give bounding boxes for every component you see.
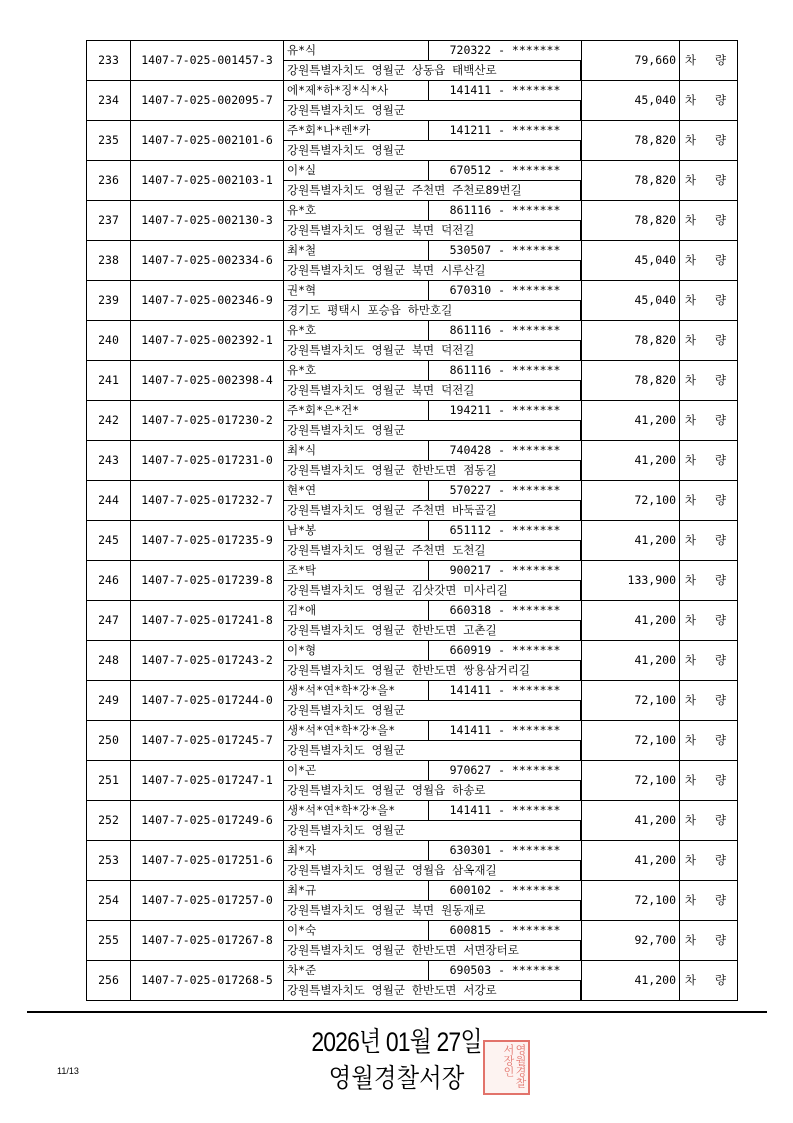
- owner-address: 강원특별자치도 영월군 주천면 바둑골길: [284, 501, 581, 520]
- row-number: 246: [87, 561, 131, 601]
- table-row: [87, 281, 738, 321]
- table-row: [87, 681, 738, 721]
- registration-number: 1407-7-025-017257-0: [131, 881, 284, 921]
- asset-type: 차 량: [680, 841, 738, 881]
- issue-date: 2026년 01월 27일: [311, 1027, 482, 1057]
- amount: 41,200: [582, 521, 680, 561]
- asset-type: 차 량: [680, 601, 738, 641]
- owner-birth-id: 660318 - *******: [449, 603, 561, 617]
- owner-line: [284, 681, 581, 701]
- owner-line: [284, 641, 581, 661]
- row-number: 242: [87, 401, 131, 441]
- owner-info-cell: [284, 41, 582, 81]
- owner-name: 생*석*연*학*강*을*: [284, 721, 429, 740]
- owner-info-cell: [284, 641, 582, 681]
- owner-info-cell: [284, 721, 582, 761]
- owner-address: 강원특별자치도 영월군 상동읍 태백산로: [284, 61, 581, 80]
- owner-name: 권*혁: [284, 281, 429, 300]
- owner-line: [284, 921, 581, 941]
- registration-number: 1407-7-025-017247-1: [131, 761, 284, 801]
- amount: 41,200: [582, 841, 680, 881]
- registration-number: 1407-7-025-017249-6: [131, 801, 284, 841]
- owner-name: 차*준: [284, 961, 429, 980]
- owner-line: [284, 481, 581, 501]
- owner-address: 강원특별자치도 영월군 한반도면 서강로: [284, 981, 581, 1000]
- table-row: [87, 601, 738, 641]
- table-row: [87, 841, 738, 881]
- owner-address: 강원특별자치도 영월군 북면 덕전길: [284, 221, 581, 240]
- asset-type: 차 량: [680, 241, 738, 281]
- row-number: 247: [87, 601, 131, 641]
- owner-address: 경기도 평택시 포승읍 하만호길: [284, 301, 581, 320]
- asset-type: 차 량: [680, 641, 738, 681]
- owner-info-cell: [284, 561, 582, 601]
- owner-line: [284, 281, 581, 301]
- registration-number: 1407-7-025-002095-7: [131, 81, 284, 121]
- owner-name: 주*회*은*건*: [284, 401, 429, 420]
- owner-address: 강원특별자치도 영월군: [284, 421, 581, 440]
- table-row: [87, 561, 738, 601]
- asset-type: 차 량: [680, 321, 738, 361]
- amount: 45,040: [582, 81, 680, 121]
- registration-number: 1407-7-025-002398-4: [131, 361, 284, 401]
- owner-address: 강원특별자치도 영월군 북면 덕전길: [284, 341, 581, 360]
- registration-number: 1407-7-025-017268-5: [131, 961, 284, 1001]
- row-number: 236: [87, 161, 131, 201]
- owner-name: 이*형: [284, 641, 429, 660]
- owner-birth-id: 194211 - *******: [449, 403, 561, 417]
- asset-type: 차 량: [680, 681, 738, 721]
- row-number: 252: [87, 801, 131, 841]
- asset-type: 차 량: [680, 401, 738, 441]
- amount: 45,040: [582, 241, 680, 281]
- owner-birth-id: 690503 - *******: [449, 963, 561, 977]
- owner-line: [284, 161, 581, 181]
- owner-info-cell: [284, 81, 582, 121]
- row-number: 244: [87, 481, 131, 521]
- owner-info-cell: [284, 881, 582, 921]
- owner-address: 강원특별자치도 영월군 주천면 주천로89번길: [284, 181, 581, 200]
- asset-type: 차 량: [680, 761, 738, 801]
- owner-birth-id: 670512 - *******: [449, 163, 561, 177]
- page-number: 11/13: [57, 1066, 79, 1076]
- asset-type: 차 량: [680, 921, 738, 961]
- table-row: [87, 961, 738, 1001]
- owner-line: [284, 241, 581, 261]
- owner-line: [284, 721, 581, 741]
- owner-info-cell: [284, 441, 582, 481]
- owner-birth-id: 630301 - *******: [449, 843, 561, 857]
- owner-line: [284, 961, 581, 981]
- owner-address: 강원특별자치도 영월군 영월읍 하송로: [284, 781, 581, 800]
- issuer-name: 영월경찰서장: [328, 1064, 465, 1094]
- table-row: [87, 161, 738, 201]
- table-row: [87, 361, 738, 401]
- registration-number: 1407-7-025-017244-0: [131, 681, 284, 721]
- amount: 78,820: [582, 361, 680, 401]
- asset-type: 차 량: [680, 81, 738, 121]
- owner-line: [284, 401, 581, 421]
- owner-address: 강원특별자치도 영월군 한반도면 점동길: [284, 461, 581, 480]
- row-number: 256: [87, 961, 131, 1001]
- owner-birth-id: 530507 - *******: [449, 243, 561, 257]
- owner-line: [284, 441, 581, 461]
- owner-address: 강원특별자치도 영월군: [284, 141, 581, 160]
- owner-line: [284, 41, 581, 61]
- owner-name: 최*식: [284, 441, 429, 460]
- table-row: [87, 41, 738, 81]
- amount: 133,900: [582, 561, 680, 601]
- registration-number: 1407-7-025-002346-9: [131, 281, 284, 321]
- owner-address: 강원특별자치도 영월군 북면 시루산길: [284, 261, 581, 280]
- asset-type: 차 량: [680, 521, 738, 561]
- owner-name: 생*석*연*학*강*을*: [284, 681, 429, 700]
- owner-address: 강원특별자치도 영월군 북면 원동재로: [284, 901, 581, 920]
- owner-line: [284, 321, 581, 341]
- row-number: 235: [87, 121, 131, 161]
- owner-birth-id: 970627 - *******: [449, 763, 561, 777]
- owner-address: 강원특별자치도 영월군: [284, 101, 581, 120]
- registration-number: 1407-7-025-017251-6: [131, 841, 284, 881]
- table-row: [87, 321, 738, 361]
- owner-info-cell: [284, 481, 582, 521]
- owner-name: 이*곤: [284, 761, 429, 780]
- asset-type: 차 량: [680, 441, 738, 481]
- row-number: 249: [87, 681, 131, 721]
- owner-line: [284, 801, 581, 821]
- row-number: 250: [87, 721, 131, 761]
- owner-info-cell: [284, 841, 582, 881]
- registration-number: 1407-7-025-017243-2: [131, 641, 284, 681]
- row-number: 237: [87, 201, 131, 241]
- owner-name: 이*숙: [284, 921, 429, 940]
- owner-name: 최*자: [284, 841, 429, 860]
- amount: 72,100: [582, 721, 680, 761]
- registration-number: 1407-7-025-017241-8: [131, 601, 284, 641]
- owner-name: 최*철: [284, 241, 429, 260]
- owner-birth-id: 670310 - *******: [449, 283, 561, 297]
- amount: 41,200: [582, 961, 680, 1001]
- registration-number: 1407-7-025-002101-6: [131, 121, 284, 161]
- asset-type: 차 량: [680, 881, 738, 921]
- owner-name: 에*제*하*징*식*사: [284, 81, 429, 100]
- owner-address: 강원특별자치도 영월군 주천면 도천길: [284, 541, 581, 560]
- owner-line: [284, 361, 581, 381]
- owner-line: [284, 761, 581, 781]
- owner-info-cell: [284, 281, 582, 321]
- owner-birth-id: 141211 - *******: [449, 123, 561, 137]
- asset-type: 차 량: [680, 41, 738, 81]
- registration-number: 1407-7-025-017267-8: [131, 921, 284, 961]
- registration-number: 1407-7-025-017231-0: [131, 441, 284, 481]
- amount: 45,040: [582, 281, 680, 321]
- owner-birth-id: 861116 - *******: [449, 323, 561, 337]
- registration-number: 1407-7-025-002392-1: [131, 321, 284, 361]
- owner-name: 주*회*나*렌*카: [284, 121, 429, 140]
- owner-address: 강원특별자치도 영월군 한반도면 쌍용삼거리길: [284, 661, 581, 680]
- owner-address: 강원특별자치도 영월군 한반도면 고촌길: [284, 621, 581, 640]
- owner-birth-id: 651112 - *******: [449, 523, 561, 537]
- owner-info-cell: [284, 921, 582, 961]
- asset-type: 차 량: [680, 721, 738, 761]
- asset-type: 차 량: [680, 281, 738, 321]
- owner-name: 생*석*연*학*강*을*: [284, 801, 429, 820]
- amount: 41,200: [582, 401, 680, 441]
- amount: 72,100: [582, 681, 680, 721]
- owner-address: 강원특별자치도 영월군 김삿갓면 미사리길: [284, 581, 581, 600]
- owner-info-cell: [284, 961, 582, 1001]
- official-seal-stamp-icon: 영월경찰서장인: [483, 1040, 530, 1095]
- owner-info-cell: [284, 161, 582, 201]
- amount: 78,820: [582, 201, 680, 241]
- owner-info-cell: [284, 361, 582, 401]
- row-number: 234: [87, 81, 131, 121]
- owner-info-cell: [284, 761, 582, 801]
- row-number: 233: [87, 41, 131, 81]
- amount: 41,200: [582, 641, 680, 681]
- row-number: 238: [87, 241, 131, 281]
- table-row: [87, 81, 738, 121]
- owner-birth-id: 141411 - *******: [449, 723, 561, 737]
- owner-line: [284, 521, 581, 541]
- row-number: 241: [87, 361, 131, 401]
- owner-line: [284, 881, 581, 901]
- owner-birth-id: 141411 - *******: [449, 83, 561, 97]
- row-number: 255: [87, 921, 131, 961]
- owner-info-cell: [284, 401, 582, 441]
- registration-number: 1407-7-025-001457-3: [131, 41, 284, 81]
- registration-number: 1407-7-025-017230-2: [131, 401, 284, 441]
- owner-birth-id: 740428 - *******: [449, 443, 561, 457]
- asset-type: 차 량: [680, 961, 738, 1001]
- row-number: 243: [87, 441, 131, 481]
- table-row: [87, 401, 738, 441]
- owner-birth-id: 141411 - *******: [449, 803, 561, 817]
- row-number: 248: [87, 641, 131, 681]
- owner-info-cell: [284, 201, 582, 241]
- table-row: [87, 921, 738, 961]
- owner-name: 현*연: [284, 481, 429, 500]
- owner-line: [284, 841, 581, 861]
- row-number: 240: [87, 321, 131, 361]
- owner-address: 강원특별자치도 영월군: [284, 701, 581, 720]
- row-number: 245: [87, 521, 131, 561]
- table-row: [87, 441, 738, 481]
- owner-info-cell: [284, 801, 582, 841]
- owner-address: 강원특별자치도 영월군 북면 덕전길: [284, 381, 581, 400]
- table-row: [87, 241, 738, 281]
- asset-type: 차 량: [680, 121, 738, 161]
- asset-type: 차 량: [680, 361, 738, 401]
- owner-info-cell: [284, 521, 582, 561]
- table-row: [87, 761, 738, 801]
- amount: 92,700: [582, 921, 680, 961]
- owner-name: 이*실: [284, 161, 429, 180]
- registration-number: 1407-7-025-017235-9: [131, 521, 284, 561]
- amount: 78,820: [582, 161, 680, 201]
- owner-name: 유*호: [284, 201, 429, 220]
- owner-info-cell: [284, 241, 582, 281]
- owner-birth-id: 861116 - *******: [449, 363, 561, 377]
- amount: 41,200: [582, 441, 680, 481]
- registration-number: 1407-7-025-002103-1: [131, 161, 284, 201]
- amount: 72,100: [582, 481, 680, 521]
- owner-line: [284, 601, 581, 621]
- owner-birth-id: 600102 - *******: [449, 883, 561, 897]
- table-row: [87, 521, 738, 561]
- table-row: [87, 121, 738, 161]
- amount: 78,820: [582, 321, 680, 361]
- table-body: [87, 41, 738, 1001]
- owner-info-cell: [284, 681, 582, 721]
- owner-birth-id: 600815 - *******: [449, 923, 561, 937]
- owner-info-cell: [284, 601, 582, 641]
- owner-name: 최*규: [284, 881, 429, 900]
- owner-name: 조*탁: [284, 561, 429, 580]
- owner-line: [284, 121, 581, 141]
- table-row: [87, 641, 738, 681]
- registration-number: 1407-7-025-017239-8: [131, 561, 284, 601]
- row-number: 254: [87, 881, 131, 921]
- asset-type: 차 량: [680, 561, 738, 601]
- owner-name: 김*애: [284, 601, 429, 620]
- registration-number: 1407-7-025-017245-7: [131, 721, 284, 761]
- owner-address: 강원특별자치도 영월군: [284, 821, 581, 840]
- row-number: 239: [87, 281, 131, 321]
- table-row: [87, 801, 738, 841]
- owner-name: 남*봉: [284, 521, 429, 540]
- owner-line: [284, 561, 581, 581]
- table-row: [87, 721, 738, 761]
- owner-name: 유*호: [284, 321, 429, 340]
- footer-divider: [27, 1011, 767, 1013]
- row-number: 251: [87, 761, 131, 801]
- registration-number: 1407-7-025-002130-3: [131, 201, 284, 241]
- amount: 72,100: [582, 881, 680, 921]
- owner-line: [284, 81, 581, 101]
- seizure-list-table: [86, 40, 738, 1001]
- owner-birth-id: 720322 - *******: [449, 43, 561, 57]
- owner-birth-id: 660919 - *******: [449, 643, 561, 657]
- asset-type: 차 량: [680, 201, 738, 241]
- table-row: [87, 201, 738, 241]
- asset-type: 차 량: [680, 161, 738, 201]
- owner-birth-id: 900217 - *******: [449, 563, 561, 577]
- asset-type: 차 량: [680, 801, 738, 841]
- owner-birth-id: 861116 - *******: [449, 203, 561, 217]
- owner-address: 강원특별자치도 영월군 영월읍 삼옥재길: [284, 861, 581, 880]
- amount: 72,100: [582, 761, 680, 801]
- asset-type: 차 량: [680, 481, 738, 521]
- amount: 79,660: [582, 41, 680, 81]
- amount: 41,200: [582, 601, 680, 641]
- owner-line: [284, 201, 581, 221]
- registration-number: 1407-7-025-017232-7: [131, 481, 284, 521]
- owner-birth-id: 570227 - *******: [449, 483, 561, 497]
- owner-name: 유*식: [284, 41, 429, 60]
- owner-info-cell: [284, 121, 582, 161]
- amount: 41,200: [582, 801, 680, 841]
- owner-info-cell: [284, 321, 582, 361]
- table-row: [87, 881, 738, 921]
- owner-name: 유*호: [284, 361, 429, 380]
- registration-number: 1407-7-025-002334-6: [131, 241, 284, 281]
- owner-address: 강원특별자치도 영월군 한반도면 서면장터로: [284, 941, 581, 960]
- owner-birth-id: 141411 - *******: [449, 683, 561, 697]
- row-number: 253: [87, 841, 131, 881]
- table-row: [87, 481, 738, 521]
- owner-address: 강원특별자치도 영월군: [284, 741, 581, 760]
- amount: 78,820: [582, 121, 680, 161]
